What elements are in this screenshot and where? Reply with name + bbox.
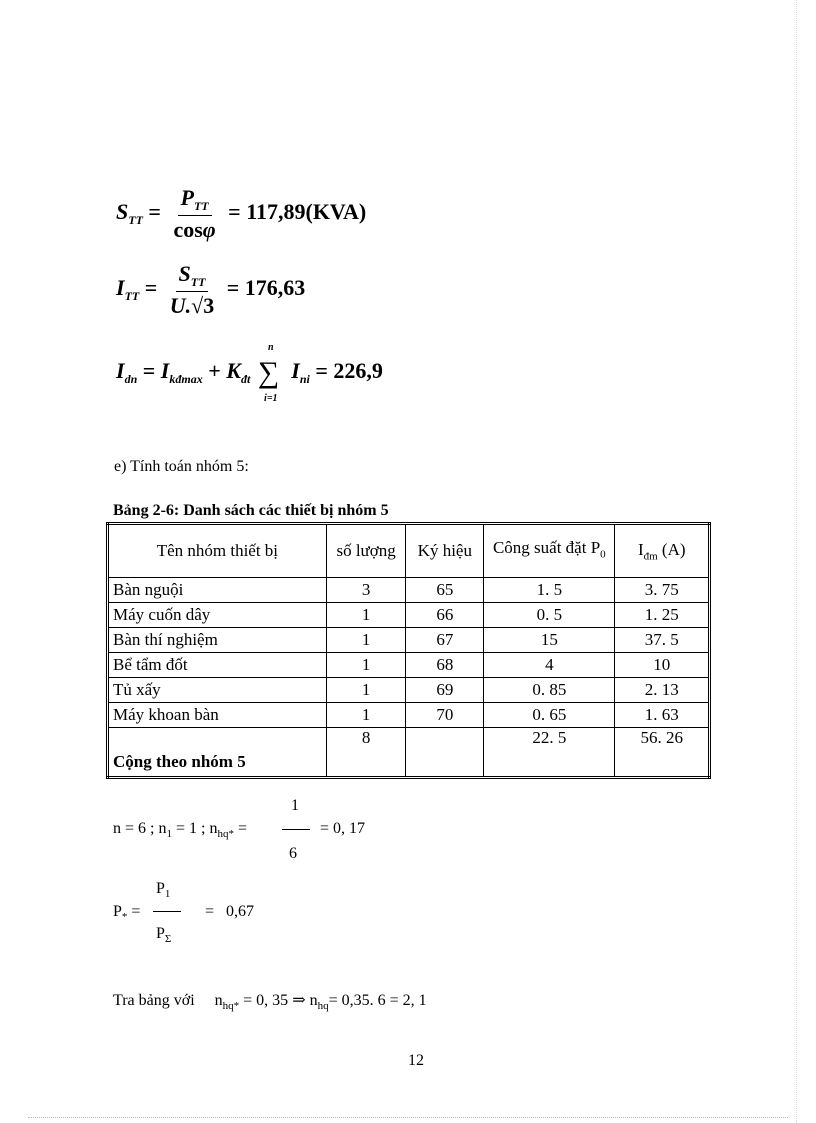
table-row: Tủ xấy 1 69 0. 85 2. 13	[108, 678, 710, 703]
summation-symbol: n ∑ i=1	[257, 342, 280, 404]
table-row: Bể tẩm đốt 1 68 4 10	[108, 653, 710, 678]
equation-itt: $I_{TT}$ = $\frac{S_{TT}}{U.√3}$ = 176,63	[116, 261, 306, 319]
header-symbol: Ký hiệu	[406, 524, 484, 578]
table-header-row	[108, 524, 710, 578]
nhq-fraction-den: 6	[289, 845, 297, 862]
lookup-line: Tra bảng với $n_{hq*} = 0$, 35 ⇒ $n_{hq}= 0,35$. 6 = 2, 1	[113, 992, 427, 1013]
table-row: Bàn thí nghiệm 1 67 15 37. 5	[108, 628, 710, 653]
device-table	[106, 522, 711, 779]
fraction: $\frac{S_{TT}}{U.√3}$	[169, 261, 215, 319]
table-total-row: Cộng theo nhóm 5 8 22. 5 56. 26	[108, 728, 710, 778]
fraction: $\frac{P_{TT}}{\cos\varphi}$	[173, 185, 216, 243]
p-fraction-num: $P_1$	[156, 880, 171, 901]
header-qty: số lượng	[326, 524, 406, 578]
page-number: 12	[408, 1052, 424, 1069]
p-star-value: = 0,67	[205, 903, 255, 920]
equation-stt: $S_{TT}$ = $\frac{P_{TT}}{\cos\varphi}$ = 117,89(KVA)	[116, 185, 367, 243]
equation-idn: $I_{dn} = I_{kđmax} + K_{đt}$ n ∑ i=1 $I_{ni} = 226,9$	[116, 342, 383, 404]
table-caption: Bảng 2-6: Danh sách các thiết bị nhóm 5	[113, 502, 389, 519]
header-power: Công suất đặt $P_0$	[484, 524, 615, 578]
table-row: Máy cuốn dây 1 66 0. 5 1. 25	[108, 603, 710, 628]
section-heading: e) Tính toán nhóm 5:	[114, 458, 249, 475]
header-current: $I_{đm}$ (A)	[615, 524, 710, 578]
fraction-bar	[153, 911, 181, 912]
page-border	[28, 1117, 788, 1118]
fraction-bar	[282, 829, 310, 830]
p-fraction-den: $P_\Sigma$	[156, 925, 172, 946]
header-name: Tên nhóm thiết bị	[108, 524, 327, 578]
table-row: Bàn nguội 3 65 1. 5 3. 75	[108, 578, 710, 603]
p-star-label: $P_*$ =	[113, 903, 141, 924]
nhq-value: = 0, 17	[320, 820, 366, 837]
nhq-fraction: 1	[291, 797, 299, 814]
page-border	[796, 0, 797, 1123]
nhq-calculation: n = 6 ; $n_1 = 1$ ; $n_{hq*}$ =	[113, 820, 247, 841]
table-row: Máy khoan bàn 1 70 0. 65 1. 63	[108, 703, 710, 728]
